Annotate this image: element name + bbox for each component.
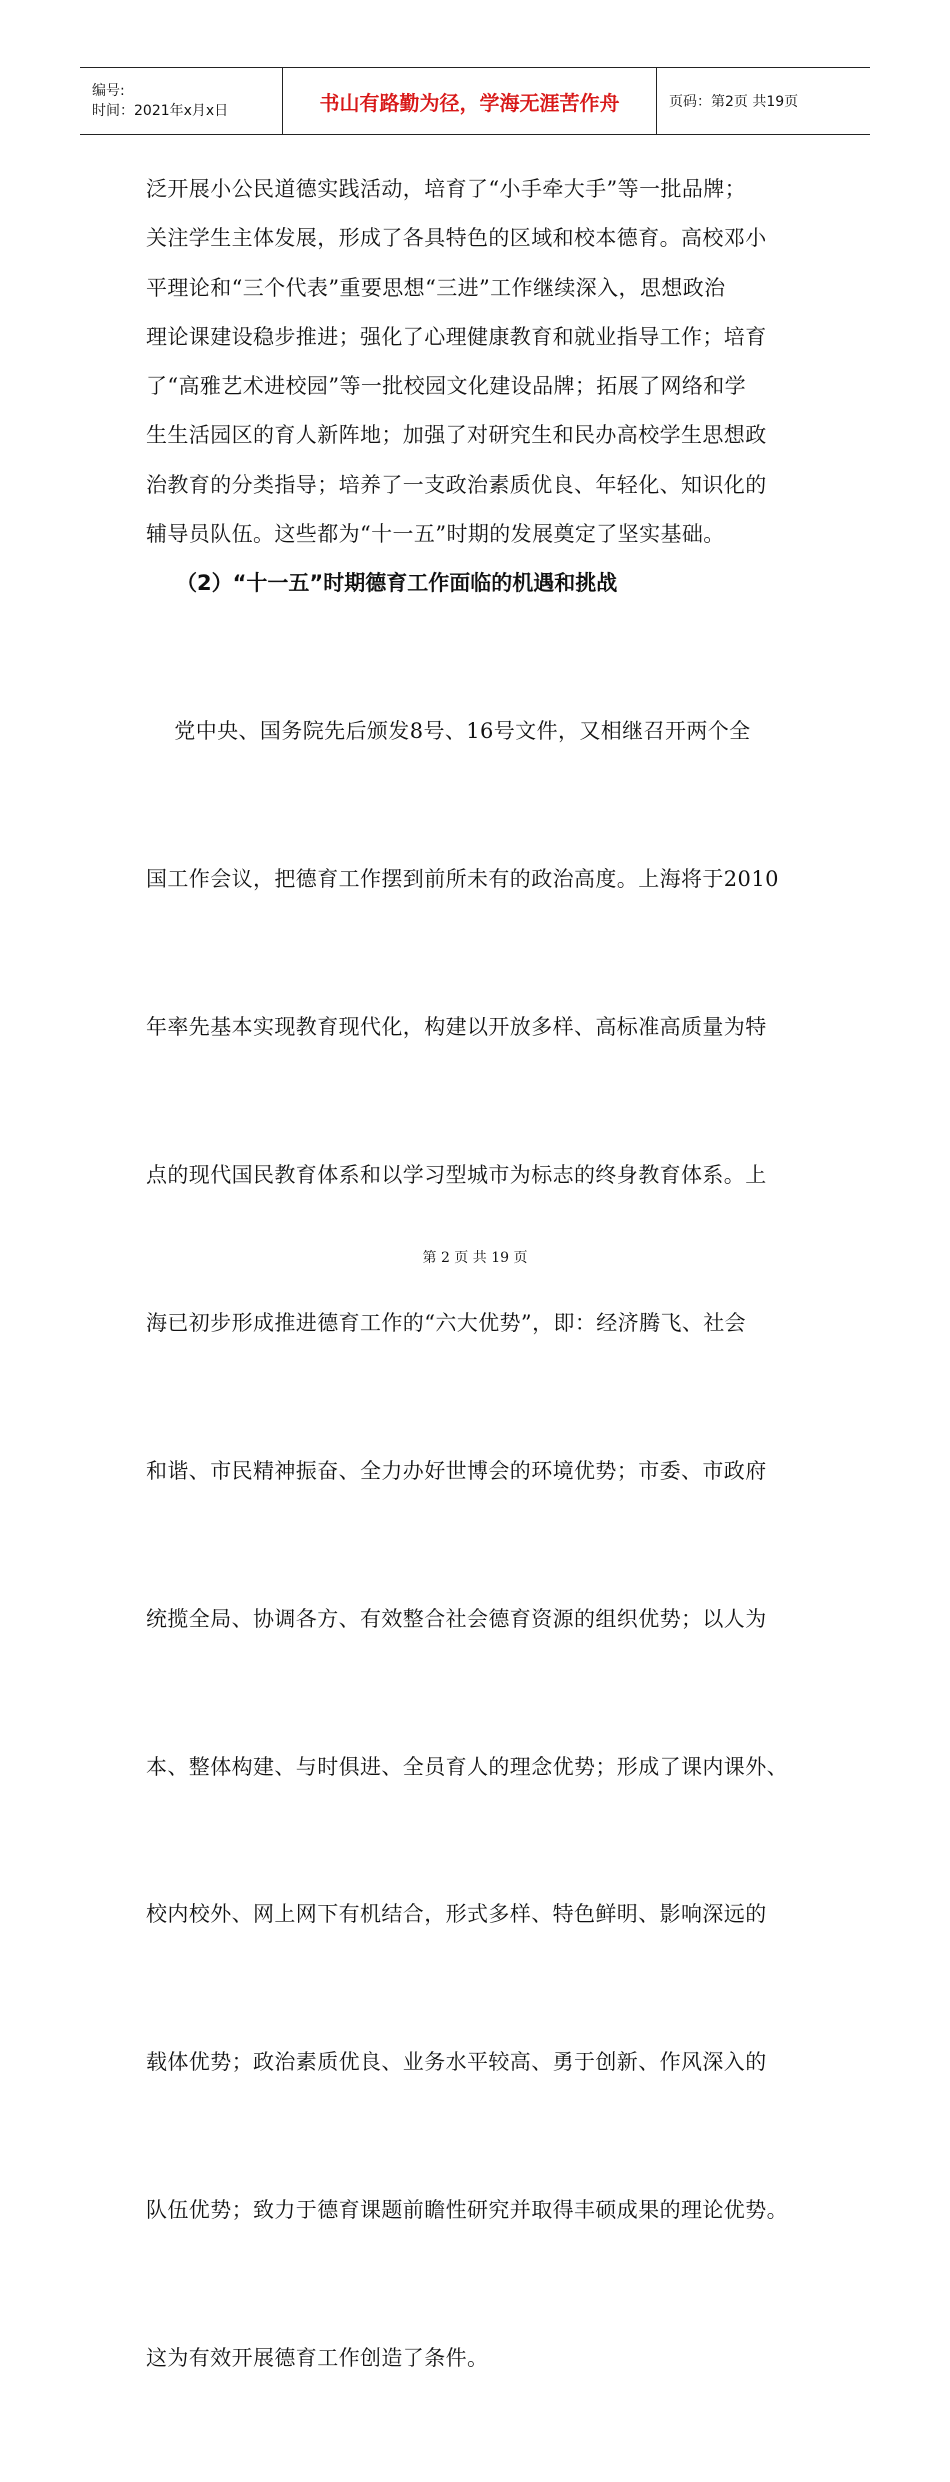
paragraph-line: 理论课建设稳步推进；强化了心理健康教育和就业指导工作；培育 [146, 324, 767, 349]
paragraph-line: 年率先基本实现教育现代化，构建以开放多样、高标准高质量为特 [146, 1015, 767, 1040]
paragraph-line: 生生活园区的育人新阵地；加强了对研究生和民办高校学生思想政 [146, 423, 767, 448]
paragraph-line: 统揽全局、协调各方、有效整合社会德育资源的组织优势；以人为 [146, 1606, 767, 1631]
paragraph-line: 辅导员队伍。这些都为“十一五”时期的发展奠定了坚实基础。 [146, 522, 725, 547]
page-header [80, 67, 870, 135]
paragraph-line: 治教育的分类指导；培养了一支政治素质优良、年轻化、知识化的 [146, 472, 767, 497]
paragraph-line: 队伍优势；致力于德育课题前瞻性研究并取得丰硕成果的理论优势。 [146, 2198, 788, 2223]
paragraph-line: 关注学生主体发展，形成了各具特色的区域和校本德育。高校邓小 [146, 226, 767, 251]
document-body [146, 165, 826, 2482]
paragraph-line: 点的现代国民教育体系和以学习型城市为标志的终身教育体系。上 [146, 1162, 767, 1187]
paragraph-line: 平理论和“三个代表”重要思想“三进”工作继续深入，思想政治 [146, 275, 726, 300]
paragraph-line: 党中央、国务院先后颁发8号、16号文件，又相继召开两个全 [146, 719, 751, 744]
paragraph-1 [146, 165, 826, 559]
paragraph-line: 了“高雅艺术进校园”等一批校园文化建设品牌；拓展了网络和学 [146, 374, 747, 399]
page-footer [0, 1247, 950, 1267]
document-number-label: 编号: [92, 83, 125, 99]
page-info-text: 页码：第2页 共19页 [669, 94, 799, 110]
paragraph-line: 泛开展小公民道德实践活动，培育了“小手牵大手”等一批品牌； [146, 177, 747, 201]
section-heading: （2）“十一五”时期德育工作面临的机遇和挑战 [176, 571, 618, 596]
motto-text: 书山有路勤为径，学海无涯苦作舟 [319, 90, 620, 115]
document-date: 时间：2021年x月x日 [92, 103, 229, 119]
header-meta [80, 68, 283, 134]
footer-page-number: 第 2 页 共 19 页 [422, 1250, 528, 1266]
paragraph-2 [146, 609, 826, 2482]
paragraph-line: 本、整体构建、与时俱进、全员育人的理念优势；形成了课内课外、 [146, 1754, 788, 1779]
paragraph-line: 国工作会议，把德育工作摆到前所未有的政治高度。上海将于2010 [146, 867, 779, 892]
paragraph-line: 和谐、市民精神振奋、全力办好世博会的环境优势；市委、市政府 [146, 1458, 767, 1483]
paragraph-line: 载体优势；政治素质优良、业务水平较高、勇于创新、作风深入的 [146, 2050, 767, 2075]
paragraph-line: 校内校外、网上网下有机结合，形式多样、特色鲜明、影响深远的 [146, 1902, 767, 1927]
header-motto [283, 68, 657, 134]
paragraph-line: 这为有效开展德育工作创造了条件。 [146, 2346, 489, 2371]
paragraph-line: 海已初步形成推进德育工作的“六大优势”，即：经济腾飞、社会 [146, 1310, 747, 1335]
header-page-info [657, 68, 870, 134]
